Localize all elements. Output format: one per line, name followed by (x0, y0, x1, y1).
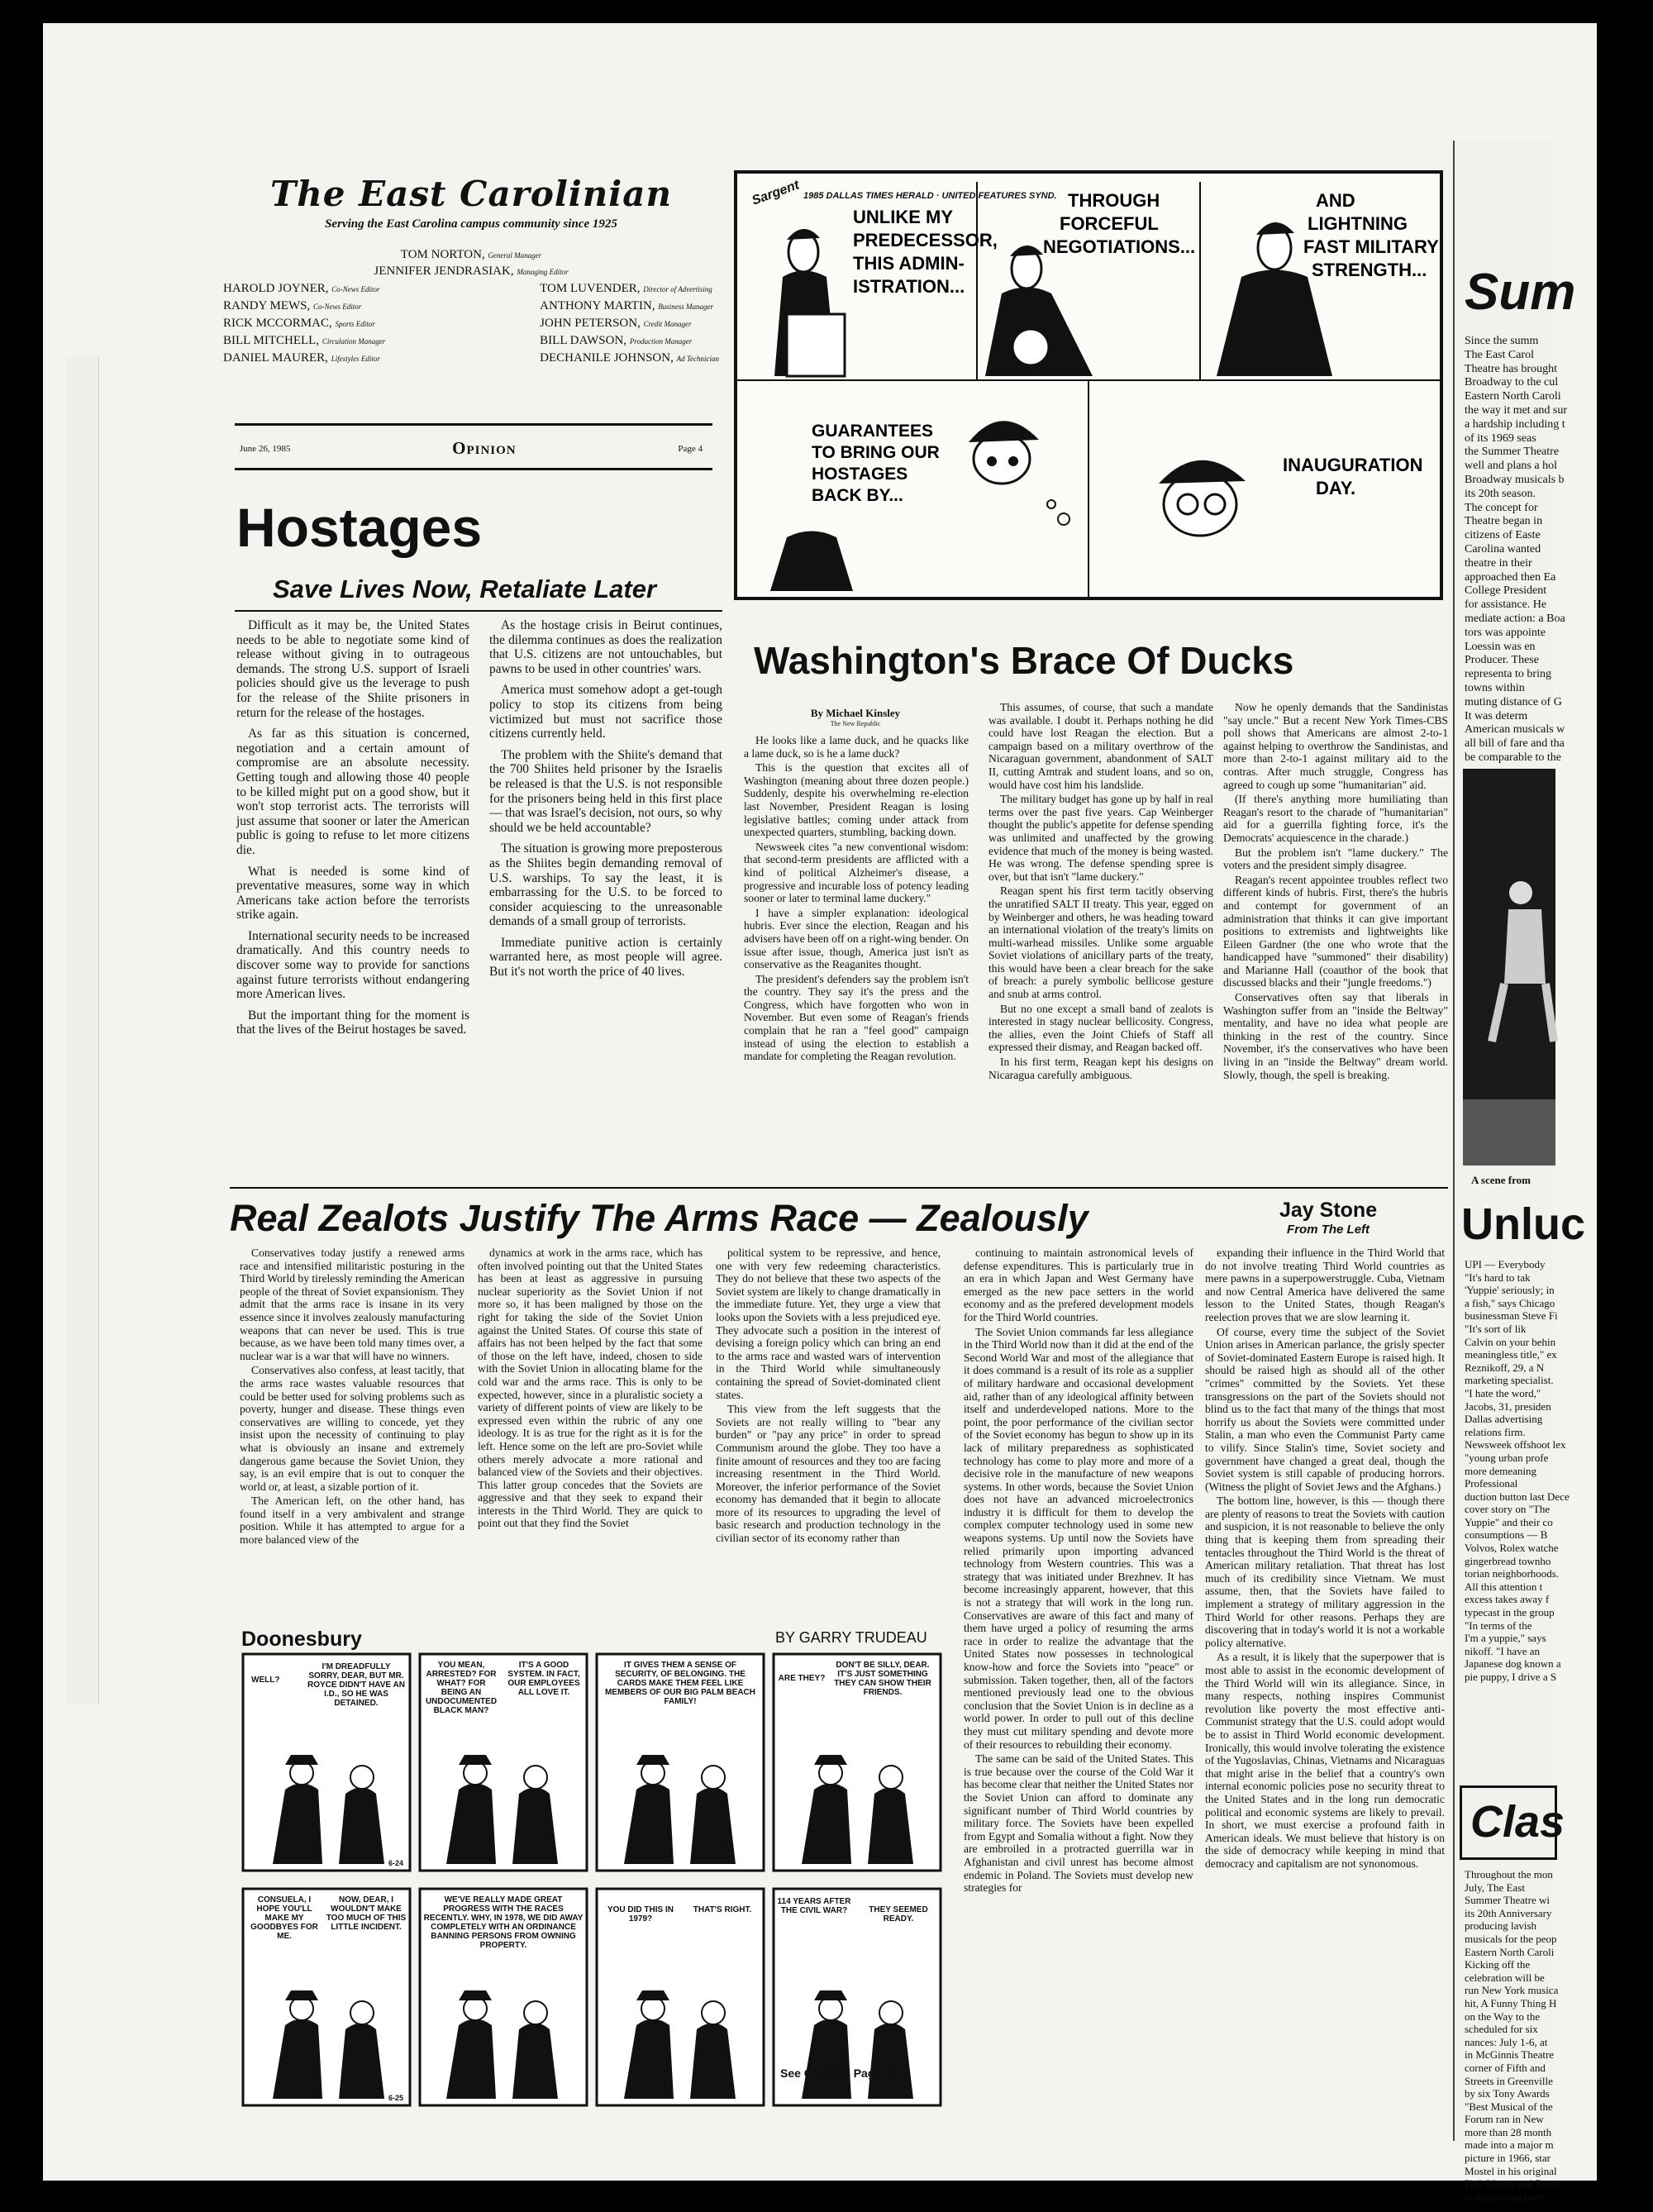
cartoon-panel-1 (774, 207, 998, 376)
dateline (240, 438, 703, 459)
cartoon-panel-2 (985, 190, 1195, 376)
section-name: Opinion (452, 438, 517, 458)
adjacent-photo (1463, 769, 1555, 1166)
svg-text:DAY.: DAY. (1316, 478, 1356, 498)
doonesbury-speech: CONSUELA, I HOPE YOU'LL MAKE MY GOODBYES FOR ME. (250, 1895, 318, 1941)
issue-date: June 26, 1985 (240, 443, 291, 454)
ducks-byline: By Michael Kinsley The New Republic (810, 707, 901, 727)
editorial-cartoon (734, 170, 1443, 600)
ducks-column-2: This assumes, of course, that such a mandate was available. I doubt it. Perhaps nothing he did could have lost Reagan the election. But a campaign based on a military overthrow of the Nicaraguan government, abandonment of SALT II, cutting Amtrak and student loans, and so on, would have cost him his landslide. The military budget has gone up by half in real terms over the past five years. Cap Weinberger thought the public's appetite for defense spending was unlimited and unaffected by the growing evidence that much of the money is being wasted. He was wrong. The defense spending spree is over, but that isn't "lame duckery." Reagan spent his first term tacitly observing the unratified SALT II treaty. This year, egged on by Weinberger and others, he was heading toward an international violation of the treaty's limits on multi-warhead missiles. Unlike some arguable Soviet violations of anicillary parts of the treaty, this would have been a clear breach for the sake of breach: a purely symbolic bellicose gesture and snub at arms control. But no one except a small band of zealots is interested in stagy nuclear bellicosity. Congress, the allies, even the Joint Chiefs of Staff all expressed their dismay, and Reagan backed off. In his first term, Reagan kept his designs on Nicaragua carefully ambiguous. (988, 701, 1213, 1081)
doonesbury-speech: IT'S A GOOD SYSTEM. IN FACT, OUR EMPLOYEES ALL LOVE IT. (507, 1661, 580, 1697)
svg-text:HOSTAGES: HOSTAGES (812, 465, 908, 484)
doonesbury-speech: 114 YEARS AFTER THE CIVIL WAR? (777, 1897, 851, 1915)
adjacent-headline-2: Unluc (1461, 1199, 1586, 1249)
doonesbury-speech: WELL? (251, 1676, 280, 1685)
staff-entry: BILL MITCHELL, Circulation Manager (223, 334, 386, 347)
svg-text:INAUGURATION: INAUGURATION (1283, 455, 1423, 475)
doonesbury-drawing (240, 1649, 950, 2112)
ducks-headline: Washington's Brace Of Ducks (754, 639, 1294, 682)
svg-text:LIGHTNING: LIGHTNING (1308, 213, 1408, 234)
zealots-column-2: dynamics at work in the arms race, which has often involved pointing out that the United States has been at least as aggressive in pursuing nuclear superiority as the Soviet Union if not more so, it has been maligned by those on the right for taking the side of the Soviet Union against the United States. Of course this state of affairs has not been helped by the fact that some of those on the left have, indeed, chosen to side with the Soviet Union in allocating blame for the cold war and the arms race. This is only to be expected, however, since in a pluralistic society a variety of different points of view are likely to be expressed even within the rubric of any one ideology. It is as true for the right as it is for the left. Hence some on the left are pro-Soviet while others merely advocate a more rational and balanced view of the Soviets and their objectives. This latter group concedes that the Soviets are aggressive and that they seek to expand their interests in the Third World. They are quick to point out that they find the Soviet (478, 1247, 703, 1530)
hostages-column-2: As the hostage crisis in Beirut continues, the dilemma continues as does the realization that U.S. citizens are not untouchables, but pawns to be used in other countries' wars. America must somehow adopt a get-tough policy to stop its citizens from being victimized but must not sacrifice those citizens currently held. The problem with the Shiite's demand that the 700 Shiites held prisoner by the Israelis be released is that the U.S. is not responsible for the prisoners being held in this first place — that was Israel's decision, not ours, so why should we be held accountable? The situation is growing more preposterous as the Shiites begin demanding removal of U.S. warships. To say the least, it is embarrassing for the U.S. to be forced to consider acquiescing to the unreasonable demands of a small group of terrorists. Immediate punitive action is certainly warranted here, as most people will agree. But it's not worth the price of 40 lives. (489, 618, 723, 980)
rule (235, 423, 712, 426)
cartoon-drawing (737, 174, 1440, 597)
page-number: Page 4 (678, 443, 703, 454)
staff-left-column (223, 282, 385, 369)
cartoon-panel-5 (1159, 455, 1422, 536)
doonesbury-speech: IT GIVES THEM A SENSE OF SECURITY, OF BELONGING. THE CARDS MAKE THEM FEEL LIKE MEMBERS OF OUR BIG PALM BEACH FAMILY! (604, 1661, 756, 1706)
hostages-column-1: Difficult as it may be, the United States needs to be able to negotiate some kind of release without giving in to outrageous demands. The strong U.S. support of Israeli policies should give us the leverage to push for the release of the Shiite prisoners in return for the release of the hostages. As far as this situation is concerned, negotiation and a certain amount of compromise are an absolute necessity. Getting tough and allowing those 40 people to be killed might put on a good show, but it won't stop terrorist acts. The terrorists will just assume that sooner or later the American public is going to refuse to let more citizens die. What is needed is some kind of preventative measures, some way in which Americans take action before the terrorists strike again. International security needs to be increased dramatically. And this country needs to discover some way to provide for sanctions against future terrorists without endangering more American lives. But the important thing for the moment is that the lives of the Beirut hostages be saved. (236, 618, 469, 1037)
zealots-column-1: Conservatives today justify a renewed arms race and intensified militaristic posturing in the Third World by tirelessly reminding the American people of the threat of Soviet expansionism. They admit that the arms race is insane in its very essence since it involves zealously manufacturing weapons that can never be used. This is true because, as we have been told many times over, a nuclear war is a war that will have no winners. Conservatives also confess, at least tacitly, that the arms race wastes valuable resources that could be better used for solving problems such as poverty, hunger and disease. These things even conservatives are willing to concede, yet they insist upon the necessity of continuing to play what is obviously an insane and extremely dangerous game because the Soviet Union, they say, is an evil empire that is out to conquer the world or, at least, a sizable portion of it. The American left, on the other hand, has found itself in a very ambivalent and strange position. While it has attempted to argue for a more balanced view of the (240, 1247, 464, 1547)
staff-entry: HAROLD JOYNER, Co-News Editor (223, 282, 380, 295)
masthead-subtitle: Serving the East Carolina campus community since 1925 (325, 217, 617, 231)
general-manager: TOM NORTON, General Manager (400, 248, 542, 261)
zealots-column-4: continuing to maintain astronomical levels of defense expenditures. This is particularly true in an era in which Japan and West Germany have emerged as the new pace setters in the world economy and as the prefered development models for the Third World countries. The Soviet Union commands far less allegiance in the Third World now than it did at the end of the Second World War and most of the allegiance that it does command is a result of its role as a supplier of military hardware and occasional development aid, rather than of any ideological affinity between itself and underdeveloped nations. More to the point, the poor performance of the civilian sector of the Soviet economy has begun to show up in its lack of military preparedness as sophisticated technology has come to play more and more of a decisive role in the manufacture of new weapons systems. In other words, because the Soviet Union does not have an advanced microelectronics industry it is difficult for them to develop the complex computer technology used in some new weapons systems. Up until now the Soviets have relied primarily upon importing advanced technology from Western countries. This was a strategy that was initiated under Brezhnev. It has become increasingly apparent, however, that this is not a strategy that will work in the long run. Conservatives are aware of this fact and many of them have urged a policy of resuming the arms race in order to realize the advantage that the United States now possesses in technological know-how and force the Soviets into "peace" or submission. Taken together, then, all of the factors mentioned previously lead one to the obvious conclusion that the Soviet Union is in decline as a world power. In order to pull out of this decline they must cut military spending and devote more of their resources to rebuilding their economy. The same can be said of the United States. This is true because over the course of the Cold War it has become clear that neither the United States nor the Soviet Union can afford to dominate any significant number of Third World countries by military force. The Soviets have been expelled from Egypt and Somalia without a fight. Now they are embroiled in a protracted guerrilla war in Afghanistan and civil unrest has become almost endemic in Poland. The Soviets must develop new strategies for (964, 1247, 1193, 1895)
ducks-column-3: Now he openly demands that the Sandinistas "say uncle." But a recent New York Times-CBS poll shows that Americans are almost 2-to-1 against helping to overthrow the Sandinistas, and more than 2-to-1 against military aid to the contras. After much struggle, Congress has agreed to cough up some "humanitarian" aid. (If there's anything more humiliating than Reagan's resort to the charade of "humanitarian" aid for a guerrilla fighting force, it's the Democrats' acquiescence in the charade.) But the problem isn't "lame duckery." The voters and the president simply disagree. Reagan's recent appointee troubles reflect two different kinds of hubris. First, there's the hubris and contempt for government of an administration that thinks it can give important positions to extremists and lightweights like Eileen Gardner (the one who wrote that the handicapped have "summoned" their disability) and Marianne Hall (coauthor of the book that discussed blacks and their "jungle freedoms.") Conservatives often say that liberals in Washington suffer from an "inside the Beltway" mentality, and have no idea what people are thinking in the rest of the country. Since November, it's the conservatives who have been living in an "inside the Beltway" dream world. Slowly, though, the spell is breaking. (1223, 701, 1448, 1081)
staff-entry: JOHN PETERSON, Credit Manager (540, 317, 692, 330)
rule (235, 468, 712, 470)
staff-entry: RANDY MEWS, Co-News Editor (223, 299, 362, 312)
svg-text:FAST MILITARY: FAST MILITARY (1303, 236, 1439, 257)
doonesbury-title: Doonesbury (241, 1628, 362, 1651)
hostages-subhead: Save Lives Now, Retaliate Later (273, 574, 657, 603)
svg-text:AND: AND (1316, 190, 1355, 211)
doonesbury-speech: THAT'S RIGHT. (693, 1905, 752, 1914)
adjacent-headline-3: Clas (1470, 1797, 1565, 1847)
svg-text:FORCEFUL: FORCEFUL (1060, 213, 1159, 234)
doonesbury-byline: BY GARRY TRUDEAU (775, 1629, 927, 1646)
hostages-headline: Hostages (236, 497, 483, 558)
staff-entry: TOM LUVENDER, Director of Advertising (540, 282, 712, 295)
adjacent-box (1460, 1785, 1565, 1860)
ducks-column-1: He looks like a lame duck, and he quacks like a lame duck, so is he a lame duck? This is the question that excites all of Washington (meaning about three dozen people.) Suddenly, despite his overwhelming re-election last November, President Reagan is losing legislative battles; coming under attack from unexpected quarters, stumbling, backing down. Newsweek cites "a new conventional wisdom: that second-term presidents are afflicted with a kind of political Alzheimer's disease, a progressive and incurable loss of potency leading sooner or later to terminal lame duckery." I have a simpler explanation: ideological hubris. Ever since the election, Reagan and his advisers have been off on a right-wing bender. On issue after issue, though, America just isn't as conservative as the Reaganites thought. The president's defenders say the problem isn't the country. They say it's the press and the Congress, which have forgotten who won in November. But even some of Reagan's friends complain that he ran a "feel good" campaign instead of using the election to establish a mandate for completing the Reagan revolution. (744, 734, 969, 1063)
adjacent-text-2: UPI — Everybody "It's hard to tak 'Yuppie' seriously; in a fish," says Chicago businessman Steve Fi "It's sort of lik Calvin on your behin meaningless title," ex Reznikoff, 29, a N marketing specialist. "I hate the word," Jacobs, 31, presiden Dallas advertising relations firm. Newsweek offshoot lex "young urban profe more demeaning Professional duction button last Dece cover story on "The Yuppie" and their co consumptions — B Volvos, Rolex watche gingerbread townho torian neighborhoods. All this attention t excess takes away f typecast in the group "In terms of the I'm a yuppie," says nikoff. "I have an Japanese dog known a pie puppy, I drive a S (1465, 1258, 1570, 1683)
doonesbury-speech: YOU MEAN, ARRESTED? FOR WHAT? FOR BEING AN UNDOCUMENTED BLACK MAN? (425, 1661, 498, 1715)
doonesbury-speech: NOW, DEAR, I WOULDN'T MAKE TOO MUCH OF THIS LITTLE INCIDENT. (326, 1895, 407, 1932)
strip-date: 6-24 (388, 1859, 404, 1867)
underlying-page-edge (66, 357, 99, 1704)
zealots-column-3: political system to be repressive, and hence, one with very few redeeming characteristics. They do not believe that these two aspects of the Soviet system are likely to change dramatically in the immediate future. Yet, they urge a view that looks upon the Soviets with a less prejudiced eye. They advocate such a position in the interest of devising a foreign policy which can bring an end to the arms race and wasted wars of intervention in the Third World while simultaneously containing the spread of Soviet-dominated client states. This view from the left suggests that the Soviets are not really willing to "bear any burden" or "pay any price" in order to spread Communism around the globe. They too have a finite amount of resources and they too are facing increasing resentment in the Third World. Moreover, the inferior performance of the Soviet economy has demanded that it begin to allocate more of its resources to upgrading the level of basic research and production technology in the civilian sector of its economy rather than (716, 1247, 941, 1545)
zealots-byline: Jay Stone From The Left (1279, 1199, 1378, 1237)
doonesbury-speech: YOU DID THIS IN 1979? (607, 1905, 674, 1924)
adjacent-text-1: Since the summ The East Carol Theatre has brought Broadway to the cul Eastern North Caroli the way it met and sur a hardship including t of its 1969 seas the Summer Theatre well and plans a hol Broadway musicals b its 20th season. The concept for Theatre began in citizens of Easte Carolina wanted theatre in their approached then Ea College President for assistance. He mediate action: a Boa tors was appointe Loessin was en Producer. These representa to bring towns within muting distance of G It was determ American musicals w all bill of fare and tha be comparable to the (1465, 335, 1568, 764)
strip-date: 6-25 (388, 2094, 404, 2102)
cartoon-panel-4 (770, 421, 1069, 591)
staff-right-column (540, 282, 719, 369)
adjacent-headline-1: Sum (1465, 264, 1576, 321)
doonesbury-speech: I'M DREADFULLY SORRY, DEAR, BUT MR. ROYCE DIDN'T HAVE AN I.D., SO HE WAS DETAINED. (307, 1662, 405, 1708)
staff-entry: BILL DAWSON, Production Manager (540, 334, 693, 347)
cartoon-panel-3 (1217, 190, 1439, 376)
zealots-column-5: expanding their influence in the Third World that do not involve treating Third World countries as mere pawns in a superpowerstruggle. Cuba, Vietnam and now Central America have delivered the same lesson to the United States, though Reagan's reelection proves that we are slow learning it. Of course, every time the subject of the Soviet Union arises in American parlance, the grisly specter of Soviet-dominated Eastern Europe is raised high. It should be raised high as should all of the other "crimes" committed by the Soviets. Yet these transgressions on the part of the Soviets should not blind us to the fact that many of the things that most horrify us about the Soviets were committed under Stalin, a man who even the Communist Party came to vilify. Since Stalin's time, Soviet society and government have changed a great deal, though the Soviet system is still capable of producing horrors. (Witness the plight of Soviet Jews and the Afghans.) The bottom line, however, is this — though there are plenty of reasons to treat the Soviets with caution and suspicion, it is not reasonable to believe the only thing that is keeping them from spreading their tentacles throughout the Third World is the threat of American military retaliation. That threat has lost much of its credibility since Vietnam. We must assume, then, that the Soviets have failed to implement a strategy of military aggression in the Third World for other reasons. Perhaps they are discovering that in today's world it is not a workable policy alternative. As a result, it is likely that the superpower that is most able to assist in the economic development of the Third World will win its allegiance. Since, in many respects, nothing inspires Communist revolution like poverty the most effective anti-Communist strategy that the U.S. could adopt would be to assist in Third World economic development. Ironically, this would involve tolerating the existence of the Yugoslavias, Chinas, Vietnams and Nicaraguas that might arise in the belief that a country's own internal economic policies pose no security threat to the United States and in the long run democratic political and economic systems are likely to prevail. In short, we must exercise a profound faith in American ideals. We must believe that history is on the side of democracy while keeping in mind that democracy and capitalism are not synonomous. (1205, 1247, 1445, 1870)
see-comics-link: See COMICS Page Six (780, 2067, 903, 2080)
masthead (223, 174, 719, 231)
staff-entry: RICK MCCORMAC, Sports Editor (223, 317, 375, 330)
svg-text:ISTRATION...: ISTRATION... (853, 276, 965, 297)
svg-text:STRENGTH...: STRENGTH... (1312, 260, 1427, 280)
doonesbury-speech: DON'T BE SILLY, DEAR. IT'S JUST SOMETHING THEY CAN SHOW THEIR FRIENDS. (834, 1661, 931, 1697)
svg-text:THROUGH: THROUGH (1068, 190, 1160, 211)
rule (230, 1187, 1448, 1189)
svg-text:UNLIKE MY: UNLIKE MY (853, 207, 953, 227)
staff-box (223, 248, 719, 369)
masthead-title: The East Carolinian (270, 174, 672, 214)
adjacent-text-3: Throughout the mon July, The East Summer Theatre wi its 20th Anniversary producing lavish musicals for the peop Eastern North Caroli Kicking off the celebration will be run New York musica hit, A Funny Thing H on the Way to the scheduled for six nances: July 1-6, at in McGinnis Theatre corner of Fifth and Streets in Greenville by six Tony Awards "Best Musical of the Forum ran in New more than 28 month made into a major m picture in 1966, star Mostel in his original Phil Silvers and Buste in supporting parts. (1465, 1868, 1560, 2203)
doonesbury-speech: WE'VE REALLY MADE GREAT PROGRESS WITH THE RACES RECENTLY. WHY, IN 1978, WE DID AWAY COMPLETELY WITH AN ORDINANCE BANNING PERSONS FROM OWNING PROPERTY. (423, 1895, 584, 1950)
staff-entry: DANIEL MAURER, Lifestyles Editor (223, 351, 380, 365)
managing-editor: JENNIFER JENDRASIAK, Managing Editor (374, 265, 569, 278)
doonesbury-speech: THEY SEEMED READY. (869, 1905, 928, 1924)
staff-entry: DECHANILE JOHNSON, Ad Technician (540, 351, 719, 365)
doonesbury-strip (240, 1649, 950, 2112)
rule (235, 610, 722, 612)
svg-text:BACK BY...: BACK BY... (812, 486, 903, 505)
staff-entry: ANTHONY MARTIN, Business Manager (540, 299, 714, 312)
zealots-headline: Real Zealots Justify The Arms Race — Zealously (230, 1197, 1089, 1239)
cartoon-signature: Sargent (750, 178, 802, 208)
adjacent-page (1453, 141, 1586, 2203)
svg-text:NEGOTIATIONS...: NEGOTIATIONS... (1043, 236, 1196, 257)
svg-text:GUARANTEES: GUARANTEES (812, 422, 934, 441)
adjacent-photo-caption: A scene from (1471, 1174, 1531, 1186)
cartoon-credit: 1985 DALLAS TIMES HERALD · UNITED FEATURES SYND. (803, 191, 1057, 201)
doonesbury-speech: ARE THEY? (778, 1674, 826, 1683)
svg-text:THIS ADMIN-: THIS ADMIN- (853, 253, 965, 274)
svg-text:TO BRING OUR: TO BRING OUR (812, 443, 940, 462)
svg-text:PREDECESSOR,: PREDECESSOR, (853, 230, 998, 250)
